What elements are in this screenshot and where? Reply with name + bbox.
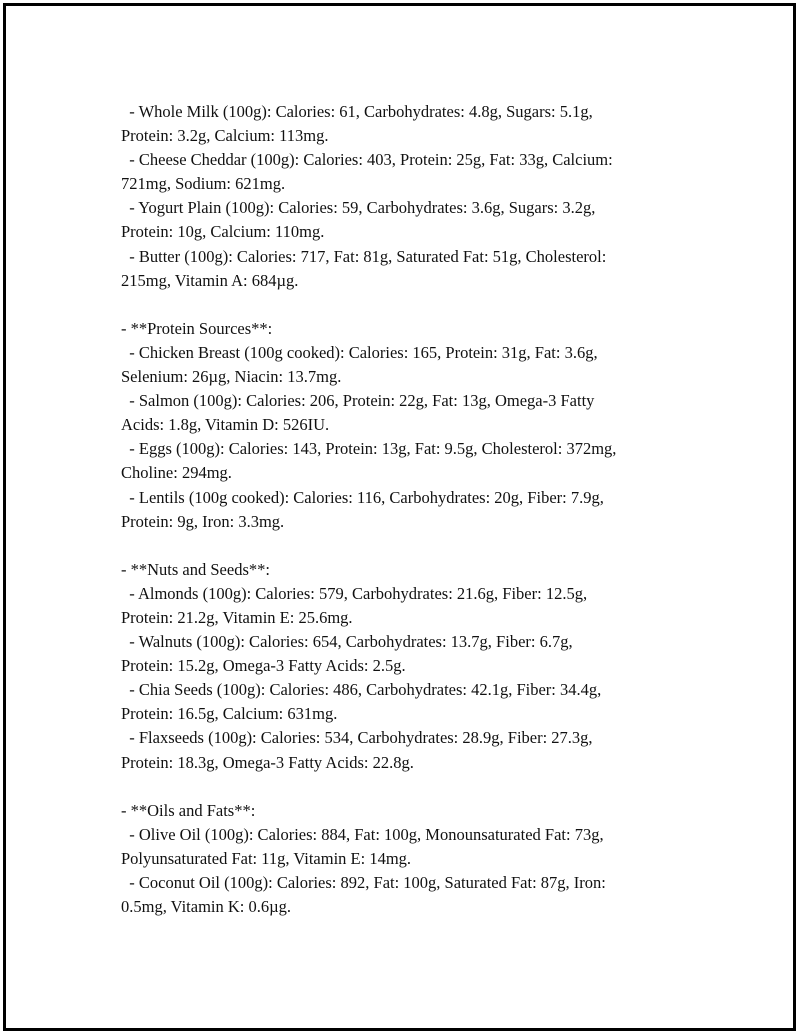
list-item-line: - Almonds (100g): Calories: 579, Carbohydrates: 21.6g, Fiber: 12.5g,	[121, 583, 588, 603]
list-item-line: - Yogurt Plain (100g): Calories: 59, Carbohydrates: 3.6g, Sugars: 3.2g,	[121, 198, 596, 218]
list-item-continuation: Protein: 15.2g, Omega-3 Fatty Acids: 2.5g.	[121, 656, 406, 676]
list-item-line: - Butter (100g): Calories: 717, Fat: 81g, Saturated Fat: 51g, Cholesterol:	[121, 246, 607, 266]
list-item-line: - Flaxseeds (100g): Calories: 534, Carbohydrates: 28.9g, Fiber: 27.3g,	[121, 728, 593, 748]
section-heading: - **Oils and Fats**:	[121, 800, 256, 820]
list-item-continuation: Protein: 16.5g, Calcium: 631mg.	[121, 704, 338, 724]
list-item-continuation: Selenium: 26µg, Niacin: 13.7mg.	[121, 367, 342, 387]
list-item-continuation: Polyunsaturated Fat: 11g, Vitamin E: 14mg.	[121, 848, 412, 868]
blank-line	[121, 775, 681, 799]
list-item-line: - Lentils (100g cooked): Calories: 116, Carbohydrates: 20g, Fiber: 7.9g,	[121, 487, 604, 507]
section-heading: - **Protein Sources**:	[121, 318, 273, 338]
list-item-line: - Coconut Oil (100g): Calories: 892, Fat: 100g, Saturated Fat: 87g, Iron:	[121, 873, 606, 892]
list-item-continuation: Choline: 294mg.	[121, 463, 232, 483]
blank-line	[121, 293, 681, 317]
list-item-continuation: Acids: 1.8g, Vitamin D: 526IU.	[121, 415, 330, 435]
list-item-continuation: Protein: 3.2g, Calcium: 113mg.	[121, 126, 329, 146]
list-item-continuation: 721mg, Sodium: 621mg.	[121, 174, 286, 194]
list-item-line: - Olive Oil (100g): Calories: 884, Fat: 100g, Monounsaturated Fat: 73g,	[121, 824, 604, 844]
list-item-continuation: 0.5mg, Vitamin K: 0.6µg.	[121, 897, 292, 917]
section-heading: - **Nuts and Seeds**:	[121, 559, 270, 579]
list-item-continuation: Protein: 21.2g, Vitamin E: 25.6mg.	[121, 607, 353, 627]
blank-line	[121, 534, 681, 558]
list-item-line: - Salmon (100g): Calories: 206, Protein: 22g, Fat: 13g, Omega-3 Fatty	[121, 391, 595, 411]
list-item-line: - Chia Seeds (100g): Calories: 486, Carbohydrates: 42.1g, Fiber: 34.4g,	[121, 680, 602, 700]
list-item-continuation: 215mg, Vitamin A: 684µg.	[121, 270, 299, 290]
list-item-line: - Eggs (100g): Calories: 143, Protein: 13g, Fat: 9.5g, Cholesterol: 372mg,	[121, 439, 617, 459]
list-item-continuation: Protein: 9g, Iron: 3.3mg.	[121, 511, 285, 531]
document-body	[121, 100, 681, 919]
document-page	[3, 3, 796, 1031]
list-item-line: - Whole Milk (100g): Calories: 61, Carbohydrates: 4.8g, Sugars: 5.1g,	[121, 102, 593, 121]
list-item-line: - Walnuts (100g): Calories: 654, Carbohydrates: 13.7g, Fiber: 6.7g,	[121, 632, 573, 652]
list-item-continuation: Protein: 10g, Calcium: 110mg.	[121, 222, 325, 242]
list-item-continuation: Protein: 18.3g, Omega-3 Fatty Acids: 22.8g.	[121, 752, 414, 772]
list-item-line: - Cheese Cheddar (100g): Calories: 403, Protein: 25g, Fat: 33g, Calcium:	[121, 150, 613, 170]
list-item-line: - Chicken Breast (100g cooked): Calories: 165, Protein: 31g, Fat: 3.6g,	[121, 342, 598, 362]
